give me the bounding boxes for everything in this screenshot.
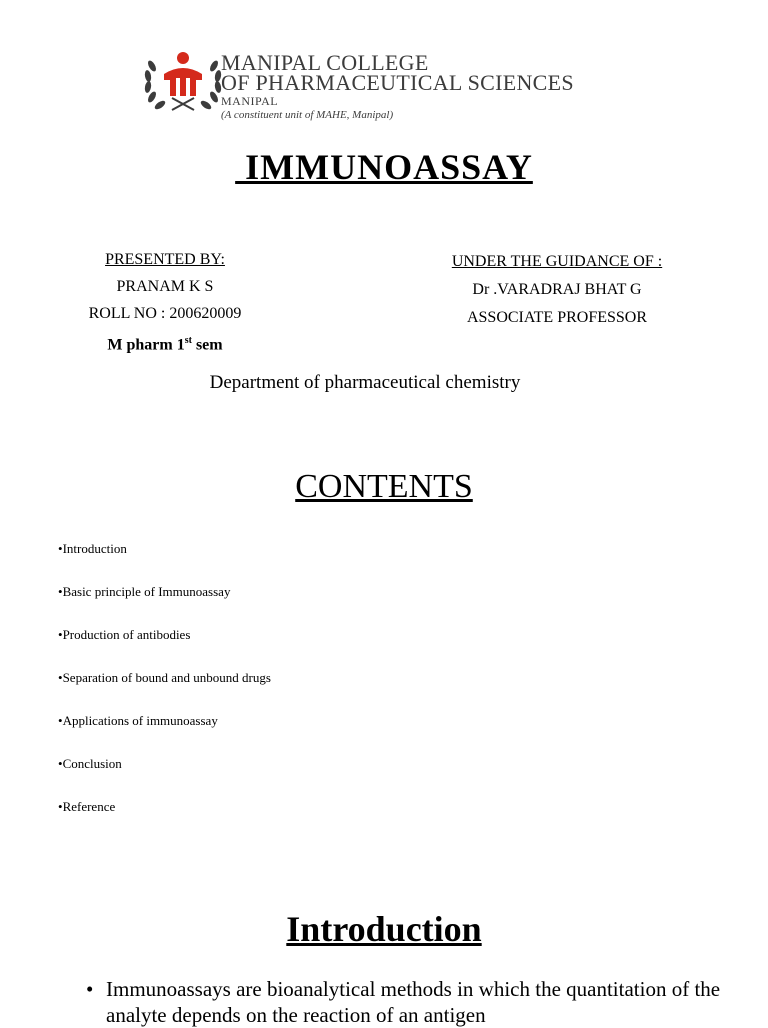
list-item: • Production of antibodies [58, 626, 271, 669]
bullet-icon: • [86, 977, 94, 1001]
college-note: (A constituent unit of MAHE, Manipal) [221, 109, 394, 121]
presenter-block [50, 246, 280, 358]
college-emblem-icon [138, 44, 228, 124]
department-name: Department of pharmaceutical chemistry [209, 372, 521, 393]
list-item: • Applications of immunoassay [58, 712, 271, 755]
introduction-text: Immunoassays are bioanalytical methods in which the quantitation of the analyte depends on the reaction of an antigen [106, 977, 721, 1027]
semester-suffix: sem [191, 336, 223, 354]
presenter-name: PRANAM K S [116, 278, 214, 295]
list-item: • Reference [58, 798, 271, 841]
semester-sup: st [184, 335, 192, 346]
introduction-paragraph [86, 976, 726, 1028]
contents-title: CONTENTS [295, 468, 473, 505]
list-item: • Separation of bound and unbound drugs [58, 669, 271, 712]
college-logo [138, 44, 228, 124]
introduction-title: Introduction [286, 909, 482, 949]
presenter-heading: PRESENTED BY: [105, 251, 225, 268]
list-item: • Basic principle of Immunoassay [58, 583, 271, 626]
list-item: • Conclusion [58, 755, 271, 798]
college-name-line2: OF PHARMACEUTICAL SCIENCES [221, 70, 574, 95]
guide-heading: UNDER THE GUIDANCE OF : [451, 253, 663, 270]
presenter-roll: ROLL NO : 200620009 [88, 305, 242, 322]
semester-prefix: M pharm 1 [107, 336, 185, 354]
presenter-semester [50, 327, 280, 358]
list-item: • Introduction [58, 540, 271, 583]
guide-role: ASSOCIATE PROFESSOR [466, 309, 648, 326]
page-title: IMMUNOASSAY [235, 147, 533, 187]
college-city: MANIPAL [221, 94, 279, 108]
guide-name: Dr .VARADRAJ BHAT G [472, 281, 642, 298]
guide-block [407, 248, 707, 332]
contents-list [58, 540, 271, 841]
college-name-line1: MANIPAL COLLEGE [221, 50, 429, 75]
